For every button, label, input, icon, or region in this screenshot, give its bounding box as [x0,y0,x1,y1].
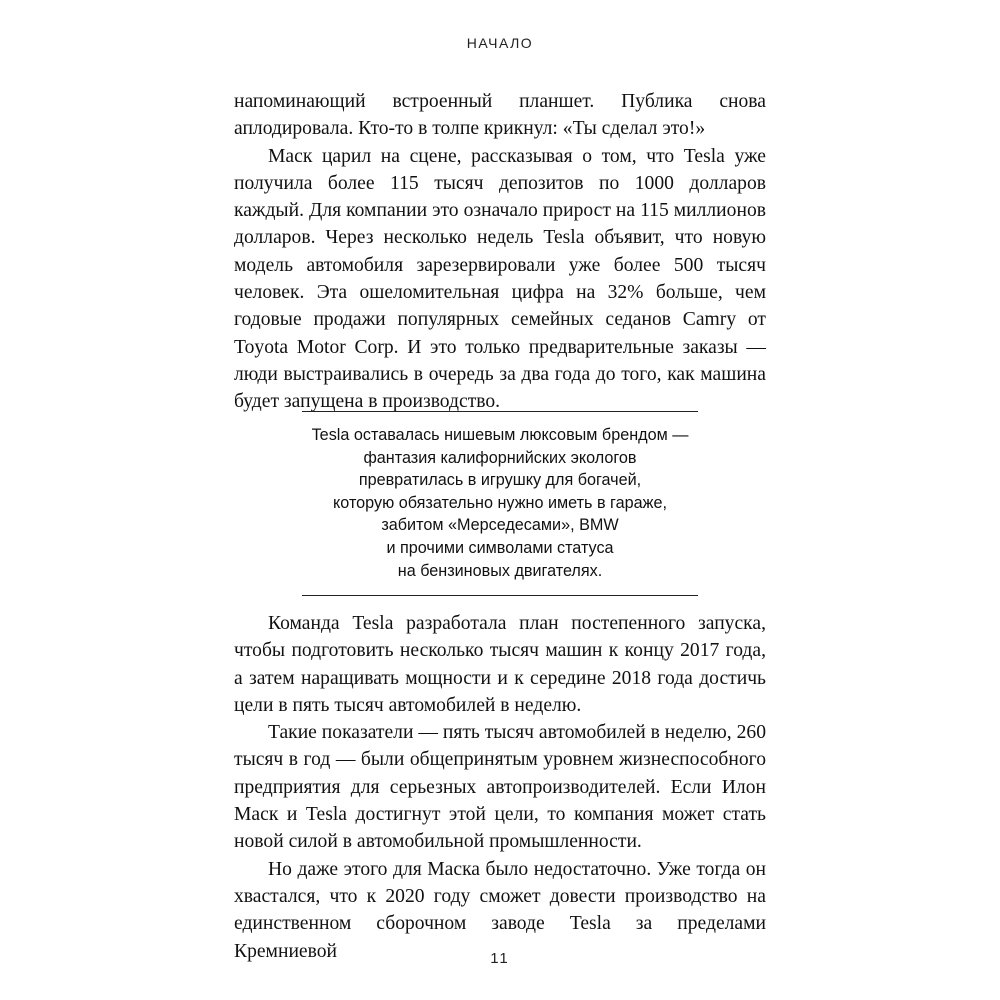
pull-quote-line: Tesla оставалась нишевым люксовым брендом — [311,426,689,444]
paragraph: Такие показатели — пять тысяч автомобилей в неделю, 260 тысяч в год — были общепринятым уровнем жизнеспособного предприятия для серьезных автопроизводителей. Если Илон Маск и Tesla достигнут этой цели, то компания может стать новой силой в автомобильной промышленности. [234,722,766,853]
paragraph: Маск царил на сцене, рассказывая о том, что Tesla уже получила более 115 тысяч депозитов по 1000 долларов каждый. Для компании это означало прирост на 115 миллионов долларов. Через несколько недель Tesla объявит, что новую модель автомобиля зарезервировали уже более 500 тысяч человек. Эта ошеломительная цифра на 32% больше, чем годовые продажи популярных семейных седанов Camry от Toyota Motor Corp. И это только предварительные заказы — люди выстраивались в очередь за два года до того, как машина будет запущена в производство. [234,145,766,413]
pull-quote-line: фантазия калифорнийских экологов [363,448,637,467]
paragraph: Но даже этого для Маска было недостаточно. Уже тогда он хвастался, что к 2020 году сможет довести производство на единственном сборочном заводе Tesla за пределами Кремниевой [234,858,766,962]
pull-quote-text [302,412,698,595]
body-text-bottom [234,610,766,965]
pull-quote-line: превратилась в игрушку для богачей, [358,471,642,490]
pull-quote-bottom-rule [302,595,698,596]
body-text-top [234,88,766,416]
pull-quote-line: на бензиновых двигателях. [397,561,603,580]
pull-quote-line: и прочими символами статуса [386,538,614,557]
paragraph: Команда Tesla разработала план постепенного запуска, чтобы подготовить несколько тысяч машин к концу 2017 года, а затем наращивать мощности и к середине 2018 года достичь цели в пять тысяч автомобилей в неделю. [234,613,766,716]
running-head: НАЧАЛО [466,35,534,51]
pull-quote-line: забитом «Мерседесами», BMW [381,516,619,535]
pull-quote-line: которую обязательно нужно иметь в гараже, [333,493,667,512]
pull-quote [302,411,698,596]
paragraph-continuation: напоминающий встроенный планшет. Публика снова аплодировала. Кто-то в толпе крикнул: «Ты сделал это!» [234,91,766,140]
page-number: 11 [490,950,510,967]
